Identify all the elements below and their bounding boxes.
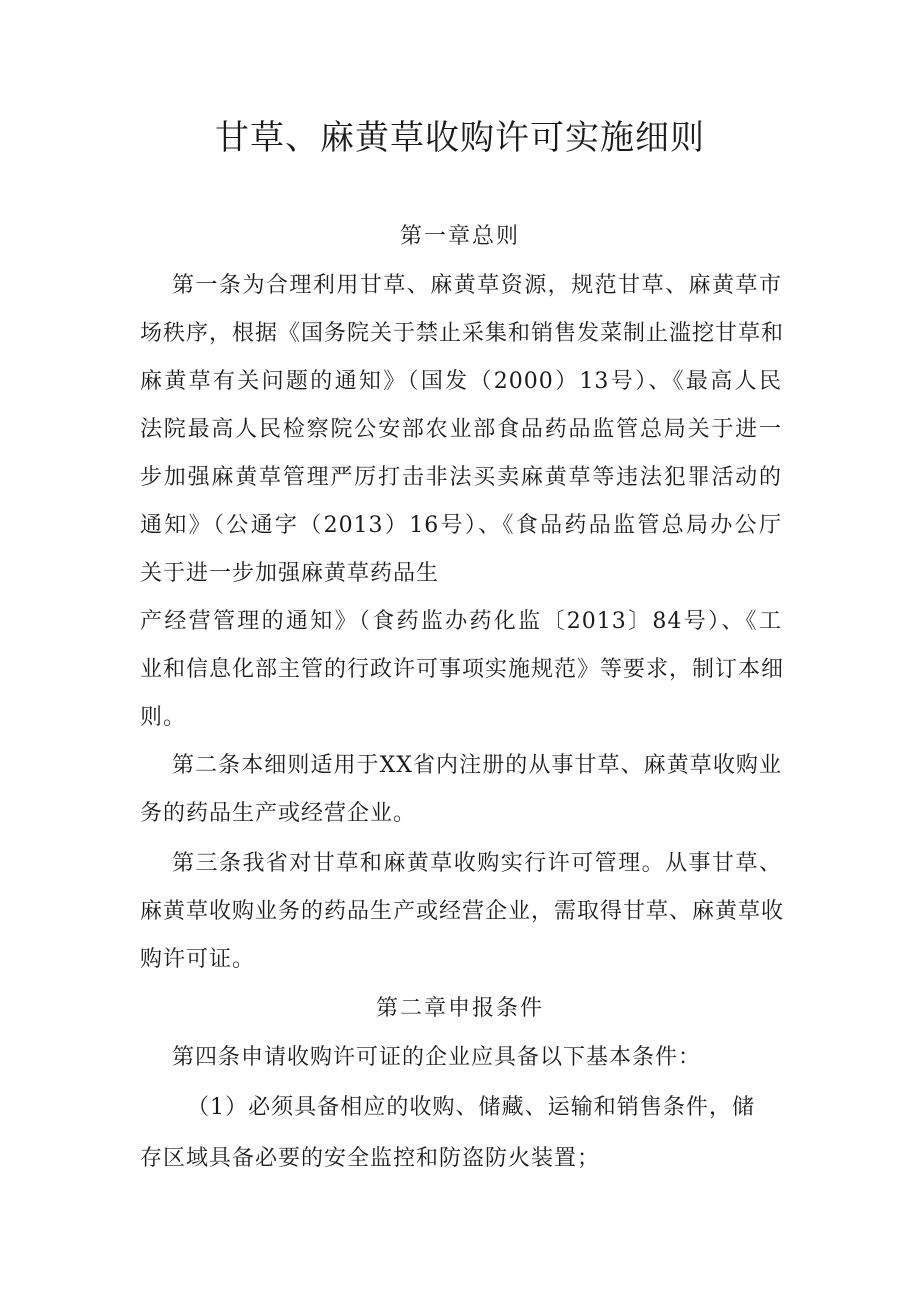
text-line: 步加强麻黄草管理严厉打击非法买卖麻黄草等违法犯罪活动的 xyxy=(140,465,782,490)
text-line: 业和信息化部主管的行政许可事项实施规范》等要求，制订本细 xyxy=(140,657,785,682)
text-line: 则。 xyxy=(140,705,187,730)
text-line: 场秩序，根据《国务院关于禁止采集和销售发菜制止滥挖甘草和 xyxy=(140,321,785,346)
text-line: （1）必须具备相应的收购、储藏、运输和销售条件，储 xyxy=(187,1095,755,1120)
text-line: 产经营管理的通知》（食药监办药化监〔2013〕84号）、《工 xyxy=(140,609,782,634)
text-line: 第四条申请收购许可证的企业应具备以下基本条件： xyxy=(172,1045,702,1070)
text-line: 务的药品生产或经营企业。 xyxy=(140,801,417,826)
text-line: 存区域具备必要的安全监控和防盗防火装置； xyxy=(140,1146,601,1171)
text-line: 法院最高人民检察院公安部农业部食品药品监管总局关于进一 xyxy=(140,417,782,442)
text-line: 第二条本细则适用于XX省内注册的从事甘草、麻黄草收购业 xyxy=(172,753,782,778)
chapter-heading: 第一章总则 xyxy=(399,224,520,249)
chapter-heading: 第二章申报条件 xyxy=(375,996,544,1021)
text-line: 第三条我省对甘草和麻黄草收购实行许可管理。从事甘草、 xyxy=(172,851,782,876)
text-line: 通知》（公通字（2013）16号）、《食品药品监管总局办公厅 xyxy=(140,513,782,538)
text-line: 麻黄草有关问题的通知》（国发（2000）13号）、《最高人民 xyxy=(140,369,782,394)
text-line: 购许可证。 xyxy=(140,947,256,972)
document-title: 甘草、麻黄草收购许可实施细则 xyxy=(215,118,705,158)
text-line: 麻黄草收购业务的药品生产或经营企业，需取得甘草、麻黄草收 xyxy=(140,899,785,924)
text-line: 关于进一步加强麻黄草药品生 xyxy=(140,561,440,586)
text-line: 第一条为合理利用甘草、麻黄草资源，规范甘草、麻黄草市 xyxy=(172,273,782,298)
